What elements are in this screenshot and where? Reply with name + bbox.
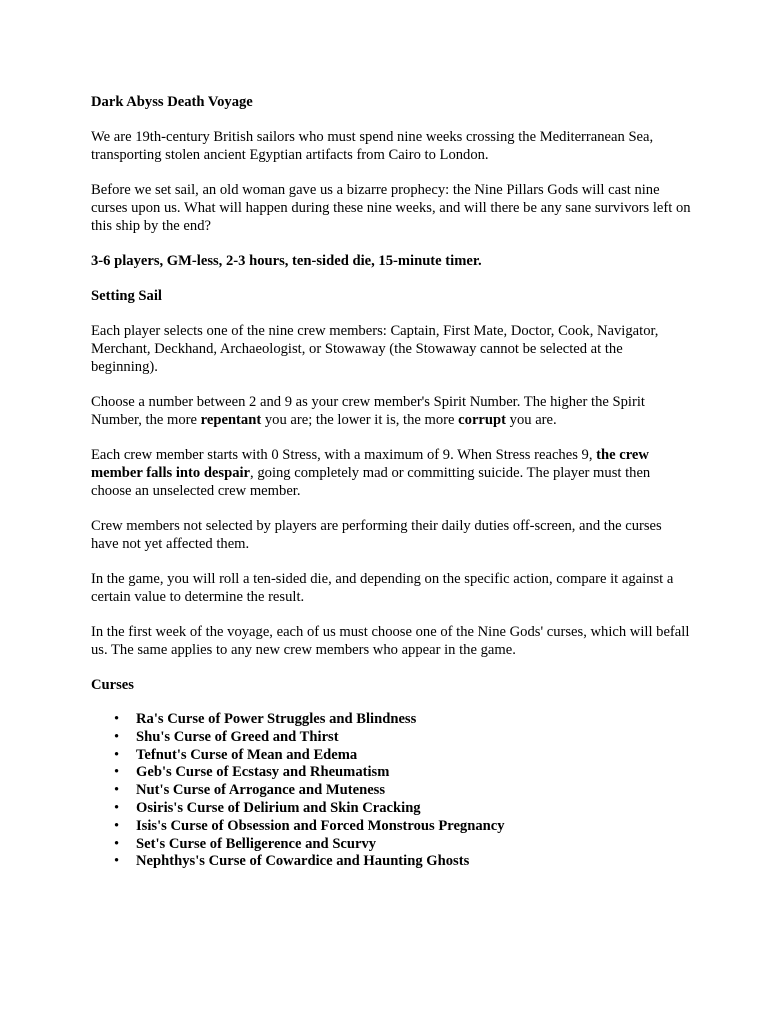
curse-name: Nut's Curse of Arrogance and Muteness — [136, 782, 386, 799]
stress-paragraph — [91, 446, 691, 500]
list-item — [114, 711, 691, 729]
intro-paragraph-2: Before we set sail, an old woman gave us a bizarre prophecy: the Nine Pillars Gods will cast nine curses upon us. What will happen during these nine weeks, and will there be any sane survivors left on this ship by the end? — [91, 182, 691, 234]
list-item — [114, 764, 691, 782]
text-span: Each crew member starts with 0 Stress, with a maximum of 9. When Stress reaches 9, — [91, 447, 597, 463]
spirit-number-paragraph — [91, 393, 691, 429]
curse-name: Geb's Curse of Ecstasy and Rheumatism — [136, 764, 390, 781]
first-week-paragraph: In the first week of the voyage, each of us must choose one of the Nine Gods' curses, which will befall us. The same applies to any new crew members who appear in the game. — [91, 624, 690, 658]
bullet-icon: • — [114, 782, 120, 799]
document-title: Dark Abyss Death Voyage — [91, 94, 253, 110]
dice-paragraph: In the game, you will roll a ten-sided die, and depending on the specific action, compare it against a certain value to determine the result. — [91, 571, 674, 605]
list-item — [114, 853, 691, 871]
bold-term-repentant: repentant — [200, 412, 262, 428]
bullet-icon: • — [114, 835, 120, 852]
curse-name: Set's Curse of Belligerence and Scurvy — [136, 835, 377, 852]
bullet-icon: • — [114, 728, 120, 745]
list-item — [114, 728, 691, 747]
bullet-icon: • — [114, 746, 120, 763]
curse-name: Nephthys's Curse of Cowardice and Haunting Ghosts — [136, 853, 470, 870]
document-page — [91, 93, 691, 871]
curse-list — [91, 711, 691, 871]
section-heading-setting-sail: Setting Sail — [91, 288, 162, 304]
bullet-icon: • — [114, 711, 120, 727]
bullet-icon: • — [114, 799, 120, 816]
bullet-icon: • — [114, 817, 120, 834]
text-span: , going completely mad or committing suicide. The player must then choose an unselected crew member. — [91, 465, 651, 499]
text-span: you are; the lower it is, the more — [261, 412, 459, 428]
list-item — [114, 835, 691, 854]
section-heading-curses: Curses — [91, 677, 134, 693]
bullet-icon: • — [114, 764, 120, 781]
game-specs: 3-6 players, GM-less, 2-3 hours, ten-sided die, 15-minute timer. — [91, 253, 482, 269]
intro-paragraph-1: We are 19th-century British sailors who must spend nine weeks crossing the Mediterranean Sea, transporting stolen ancient Egyptian artifacts from Cairo to London. — [91, 129, 654, 163]
curse-name: Ra's Curse of Power Struggles and Blindness — [136, 711, 417, 727]
curse-name: Shu's Curse of Greed and Thirst — [136, 728, 339, 745]
curse-name: Osiris's Curse of Delirium and Skin Cracking — [136, 799, 421, 816]
list-item — [114, 799, 691, 818]
list-item — [114, 746, 691, 765]
list-item — [114, 782, 691, 800]
unselected-crew-paragraph: Crew members not selected by players are performing their daily duties off-screen, and the curses have not yet affected them. — [91, 518, 662, 552]
bullet-icon: • — [114, 853, 120, 870]
text-span: you are. — [506, 412, 557, 428]
curse-name: Tefnut's Curse of Mean and Edema — [136, 746, 358, 763]
list-item — [114, 817, 691, 836]
bold-term-corrupt: corrupt — [458, 412, 506, 428]
text-span: Choose a number between 2 and 9 as your crew member's Spirit Number. The higher the Spirit Number, the more — [91, 394, 645, 428]
curse-name: Isis's Curse of Obsession and Forced Monstrous Pregnancy — [136, 817, 505, 834]
crew-selection-paragraph: Each player selects one of the nine crew members: Captain, First Mate, Doctor, Cook, Navigator, Merchant, Deckhand, Archaeologist, or Stowaway (the Stowaway cannot be selected at the beginning). — [91, 323, 659, 375]
bold-term-despair: the crew member falls into despair — [91, 447, 649, 481]
